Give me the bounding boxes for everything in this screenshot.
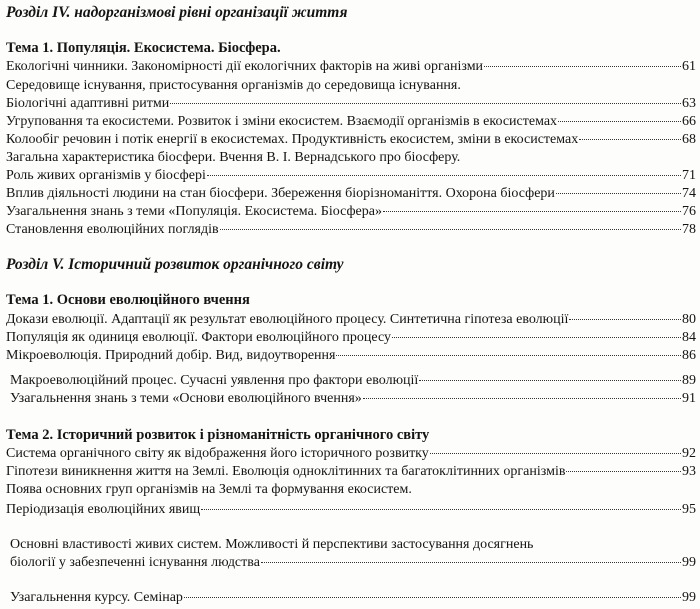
toc-entry (6, 347, 696, 365)
toc-entry (6, 329, 696, 347)
toc-leader-dots (579, 139, 681, 140)
toc-entry-page: 95 (682, 502, 696, 517)
toc-entry-text: Популяція як одиниця еволюції. Фактори еволюційного процесу (6, 330, 392, 345)
toc-entry (6, 203, 696, 221)
toc-leader-dots (558, 121, 681, 122)
toc-entry-text: Система органічного світу як відображення його історичного розвитку (6, 446, 429, 461)
toc-entry (6, 185, 696, 203)
toc-leader-dots (184, 597, 681, 598)
section-5-title: Розділ V. Історичний розвиток органічного світу (6, 256, 344, 273)
toc-entry (6, 445, 696, 463)
toc-entry-page: 99 (682, 590, 696, 605)
toc-entry-text: Колообіг речовин і потік енергії в екосистемах. Продуктивність екосистем, зміни в екосистемах (6, 132, 579, 147)
section-4-topic-1-title: Тема 1. Популяція. Екосистема. Біосфера. (6, 40, 281, 56)
toc-entry-page: 99 (682, 555, 696, 570)
toc-entry (6, 463, 696, 481)
toc-entry-text: Докази еволюції. Адаптації як результат еволюційного процесу. Синтетична гіпотеза еволюції (6, 312, 569, 327)
toc-leader-dots (336, 355, 681, 356)
toc-leader-dots (201, 509, 681, 510)
toc-entry (6, 167, 696, 185)
toc-entry-text: Гіпотези виникнення життя на Землі. Еволюція одноклітинних та багатоклітинних організмів (6, 464, 566, 479)
toc-entry-text: Макроеволюційний процес. Сучасні уявлення про фактори еволюції (10, 373, 419, 388)
toc-entry-page: 66 (682, 114, 696, 129)
toc-entry (10, 554, 696, 572)
toc-entry-page: 63 (682, 96, 696, 111)
toc-entry-text: Становлення еволюційних поглядів (6, 222, 219, 237)
toc-entry-text: Роль живих організмів у біосфері (6, 168, 206, 183)
toc-entry (6, 311, 696, 329)
toc-leader-dots (569, 319, 681, 320)
toc-entry (6, 131, 696, 149)
toc-entry-text: Узагальнення курсу. Семінар (10, 590, 183, 605)
toc-leader-dots (556, 193, 681, 194)
toc-leader-dots (392, 337, 681, 338)
toc-entry-page: 84 (682, 330, 696, 345)
section-4-title: Розділ IV. надорганізмові рівні організації життя (6, 4, 348, 21)
toc-entry-text: Основні властивості живих систем. Можливості й перспективи застосування досягнень (10, 537, 534, 552)
toc-entry-text: Угруповання та екосистеми. Розвиток і зміни екосистем. Взаємодії організмів в екосистемах (6, 114, 558, 129)
toc-entry-page: 92 (682, 446, 696, 461)
toc-entry-page: 74 (682, 186, 696, 201)
toc-entry-page: 68 (682, 132, 696, 147)
toc-entry-page: 93 (682, 464, 696, 479)
section-5-topic-1-title: Тема 1. Основи еволюційного вчення (6, 292, 250, 308)
toc-entry (10, 390, 696, 408)
toc-leader-dots (261, 562, 681, 563)
toc-entry-page: 78 (682, 222, 696, 237)
toc-entry-page: 91 (682, 391, 696, 406)
toc-entry (6, 501, 696, 519)
toc-entry-text: Екологічні чинники. Закономірності дії екологічних факторів на живі організми (6, 59, 484, 74)
toc-entry-text: Поява основних груп організмів на Землі та формування екосистем. (6, 482, 412, 497)
toc-entry-text: Біологічні адаптивні ритми (6, 96, 170, 111)
toc-entry-page: 71 (682, 168, 696, 183)
toc-leader-dots (419, 380, 681, 381)
section-5-topic-2-title: Тема 2. Історичний розвиток і різноманітність органічного світу (6, 427, 430, 443)
toc-leader-dots (430, 453, 681, 454)
toc-entry-text: Середовище існування, пристосування організмів до середовища існування. (6, 78, 461, 93)
toc-entry-page: 76 (682, 204, 696, 219)
toc-leader-dots (170, 103, 681, 104)
toc-leader-dots (484, 66, 681, 67)
toc-entry-text: Вплив діяльності людини на стан біосфери. Збереження біорізноманіття. Охорона біосфери (6, 186, 555, 201)
toc-entry (6, 58, 696, 76)
toc-entry (10, 589, 696, 607)
toc-entry-page: 80 (682, 312, 696, 327)
toc-leader-dots (363, 398, 681, 399)
toc-leader-dots (566, 471, 681, 472)
toc-entry (10, 372, 696, 390)
toc-entry (6, 95, 696, 113)
toc-entry (6, 113, 696, 131)
toc-leader-dots (207, 175, 681, 176)
toc-entry-text: Мікроеволюція. Природний добір. Вид, видоутворення (6, 348, 336, 363)
toc-leader-dots (383, 211, 681, 212)
toc-entry-page: 89 (682, 373, 696, 388)
toc-entry-page: 61 (682, 59, 696, 74)
toc-entry-page: 86 (682, 348, 696, 363)
toc-entry-text: Загальна характеристика біосфери. Вчення В. І. Вернадського про біосферу. (6, 150, 461, 165)
toc-entry (6, 221, 696, 239)
toc-entry-text: Узагальнення знань з теми «Популяція. Екосистема. Біосфера» (6, 204, 382, 219)
toc-entry-text: біології у забезпеченні існування людства (10, 555, 260, 570)
toc-leader-dots (220, 229, 681, 230)
toc-entry-text: Періодизація еволюційних явищ (6, 502, 201, 517)
toc-entry-text: Узагальнення знань з теми «Основи еволюційного вчення» (10, 391, 362, 406)
